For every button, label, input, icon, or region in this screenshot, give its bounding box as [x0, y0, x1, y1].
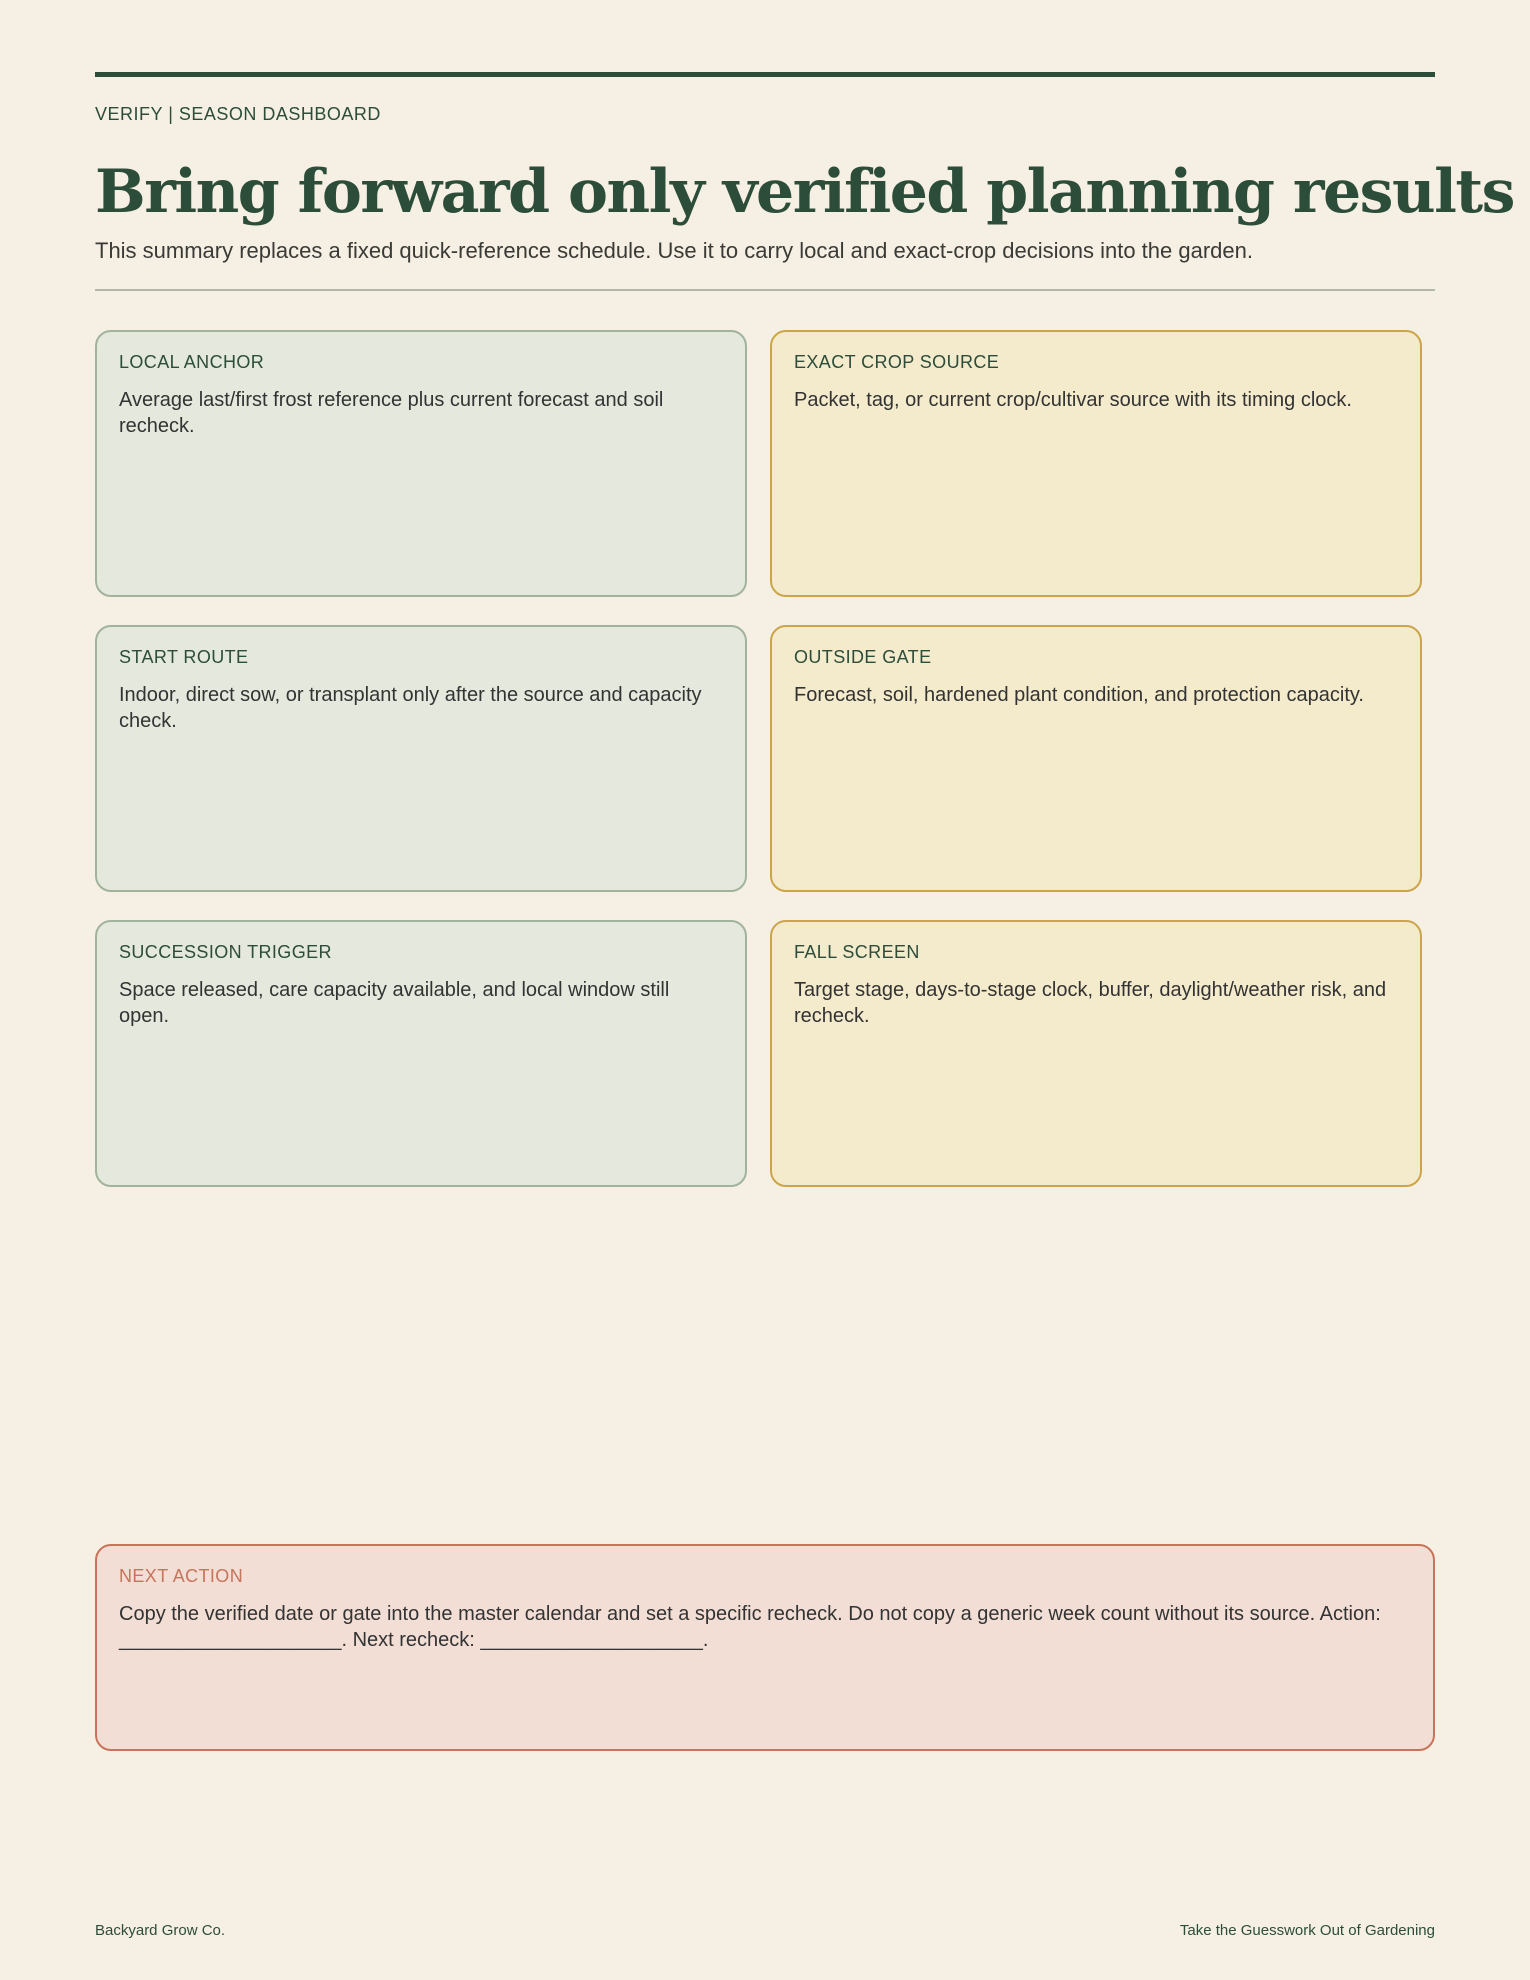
card-body: Average last/first frost reference plus current forecast and soil recheck.: [119, 389, 664, 437]
page-title: Bring forward only verified planning results: [95, 157, 1514, 227]
footer-tagline: Take the Guesswork Out of Gardening: [1179, 1922, 1435, 1939]
card-label: START ROUTE: [119, 647, 249, 667]
card-succession-trigger: [95, 920, 747, 1187]
card-label: SUCCESSION TRIGGER: [119, 942, 332, 962]
card-local-anchor: [95, 330, 747, 597]
next-action-label: NEXT ACTION: [119, 1566, 244, 1586]
card-label: FALL SCREEN: [794, 942, 920, 962]
eyebrow: VERIFY | SEASON DASHBOARD: [95, 104, 381, 124]
card-start-route: [95, 625, 747, 892]
card-body: Packet, tag, or current crop/cultivar source with its timing clock.: [794, 389, 1352, 411]
page-subtitle: This summary replaces a fixed quick-reference schedule. Use it to carry local and exact-crop decisions into the garden.: [95, 238, 1253, 263]
next-action-box: [95, 1544, 1435, 1751]
next-action-body: Copy the verified date or gate into the master calendar and set a specific recheck. Do not copy a generic week count without its source. Action: ____________________. Next recheck: ____________________.: [119, 1603, 1381, 1651]
card-label: LOCAL ANCHOR: [119, 352, 265, 372]
card-label: EXACT CROP SOURCE: [794, 352, 1000, 372]
divider: [95, 289, 1435, 291]
footer-brand: Backyard Grow Co.: [95, 1922, 226, 1939]
card-body: Target stage, days-to-stage clock, buffer, daylight/weather risk, and recheck.: [794, 979, 1387, 1027]
card-fall-screen: [770, 920, 1422, 1187]
card-outside-gate: [770, 625, 1422, 892]
page: [95, 72, 1514, 1952]
card-exact-crop-source: [770, 330, 1422, 597]
card-body: Forecast, soil, hardened plant condition, and protection capacity.: [794, 684, 1364, 706]
top-rule: [95, 72, 1435, 77]
card-body: Indoor, direct sow, or transplant only after the source and capacity check.: [119, 684, 702, 732]
card-label: OUTSIDE GATE: [794, 647, 932, 667]
card-body: Space released, care capacity available, and local window still open.: [119, 979, 670, 1027]
